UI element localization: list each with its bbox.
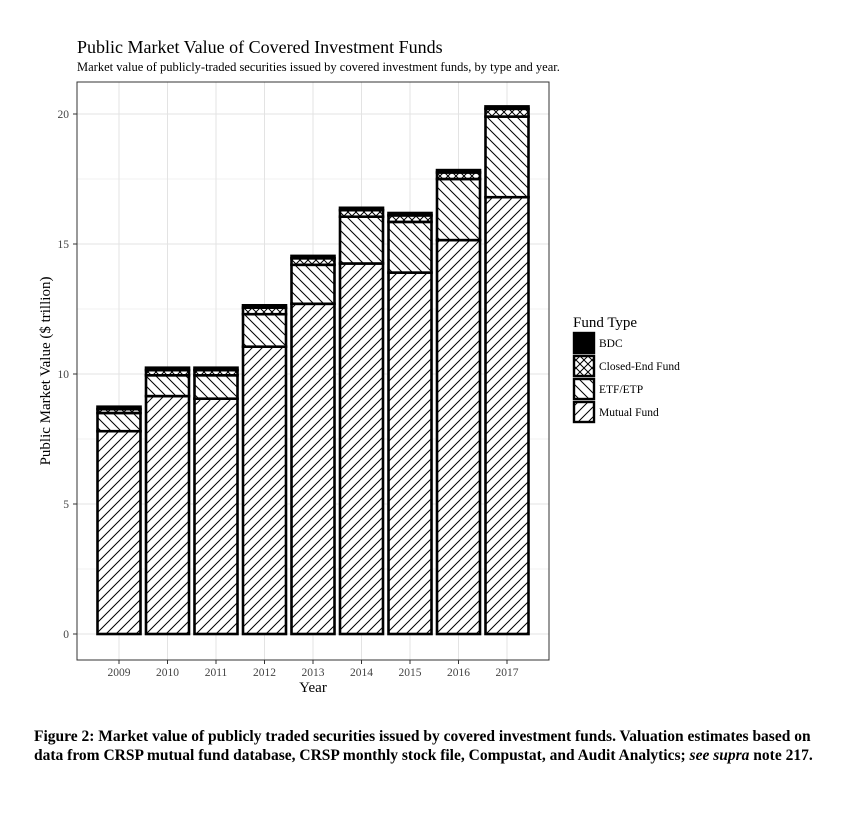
caption-note: note 217. [749, 747, 813, 764]
y-tick-label: 5 [63, 499, 69, 511]
bar-bdc-2016 [437, 170, 480, 172]
bar-etf-etp-2015 [389, 222, 432, 273]
bar-stack-2012 [243, 305, 286, 634]
legend-key-mutual-fund [574, 402, 594, 422]
y-tick-label: 20 [57, 109, 69, 121]
x-axis-ticks [108, 660, 519, 679]
bar-etf-etp-2016 [437, 179, 480, 240]
caption-see-supra: see supra [689, 747, 750, 764]
x-tick-label: 2011 [204, 667, 228, 679]
legend-key-bdc [574, 333, 594, 353]
bar-stack-2013 [292, 256, 335, 634]
bar-stack-2017 [486, 106, 529, 634]
bar-etf-etp-2010 [146, 375, 189, 396]
bar-stack-2014 [340, 208, 383, 634]
x-tick-label: 2016 [447, 667, 470, 679]
x-tick-label: 2010 [156, 667, 179, 679]
bar-mutual-fund-2013 [292, 304, 335, 634]
legend-label-bdc: BDC [599, 338, 623, 350]
y-axis-ticks [58, 109, 78, 641]
bar-bdc-2011 [195, 368, 238, 370]
bar-mutual-fund-2009 [98, 431, 141, 634]
legend-title: Fund Type [573, 315, 638, 331]
x-tick-label: 2012 [253, 667, 276, 679]
bar-mutual-fund-2014 [340, 264, 383, 635]
bar-bdc-2009 [98, 407, 141, 409]
y-tick-label: 15 [57, 239, 69, 251]
bar-etf-etp-2011 [195, 375, 238, 398]
x-tick-label: 2013 [301, 667, 325, 679]
x-tick-label: 2009 [107, 667, 131, 679]
bar-bdc-2012 [243, 305, 286, 307]
bar-stack-2009 [98, 407, 141, 634]
legend-label-mutual-fund: Mutual Fund [599, 407, 659, 419]
chart-title: Public Market Value of Covered Investment Funds [77, 37, 443, 57]
y-tick-label: 10 [57, 369, 69, 381]
bar-etf-etp-2012 [243, 314, 286, 347]
x-axis-title: Year [299, 680, 327, 696]
caption-text: Figure 2: Market value of publicly traded securities issued by covered investment funds. Valuation estimates based on data from CRSP mutual fund database, CRSP monthly stock file, Compustat, and Audit Analytics; [34, 728, 811, 764]
bar-bdc-2013 [292, 256, 335, 258]
x-tick-label: 2017 [495, 667, 519, 679]
bar-bdc-2010 [146, 368, 189, 370]
bar-etf-etp-2017 [486, 117, 529, 198]
figure-caption [34, 727, 834, 765]
x-tick-label: 2015 [398, 667, 422, 679]
legend [573, 315, 680, 422]
bar-stack-2015 [389, 213, 432, 634]
bar-mutual-fund-2012 [243, 347, 286, 634]
legend-label-etf-etp: ETF/ETP [599, 384, 644, 396]
bar-bdc-2014 [340, 208, 383, 210]
bar-etf-etp-2009 [98, 413, 141, 431]
bar-bdc-2017 [486, 106, 529, 108]
bar-mutual-fund-2017 [486, 197, 529, 634]
legend-key-closed-end-fund [574, 356, 594, 376]
bar-bdc-2015 [389, 213, 432, 215]
bar-stack-2011 [195, 368, 238, 634]
bar-etf-etp-2013 [292, 265, 335, 304]
legend-key-etf-etp [574, 379, 594, 399]
bar-mutual-fund-2016 [437, 240, 480, 634]
legend-label-closed-end-fund: Closed-End Fund [599, 361, 680, 373]
bar-stack-2016 [437, 170, 480, 634]
y-tick-label: 0 [63, 629, 69, 641]
bar-mutual-fund-2010 [146, 396, 189, 634]
x-tick-label: 2014 [350, 667, 373, 679]
bar-mutual-fund-2011 [195, 399, 238, 634]
bar-stack-2010 [146, 368, 189, 634]
bar-etf-etp-2014 [340, 217, 383, 264]
bar-mutual-fund-2015 [389, 273, 432, 634]
chart-subtitle: Market value of publicly-traded securities issued by covered investment funds, by type and year. [77, 60, 560, 74]
y-axis-title: Public Market Value ($ trillion) [38, 276, 54, 466]
